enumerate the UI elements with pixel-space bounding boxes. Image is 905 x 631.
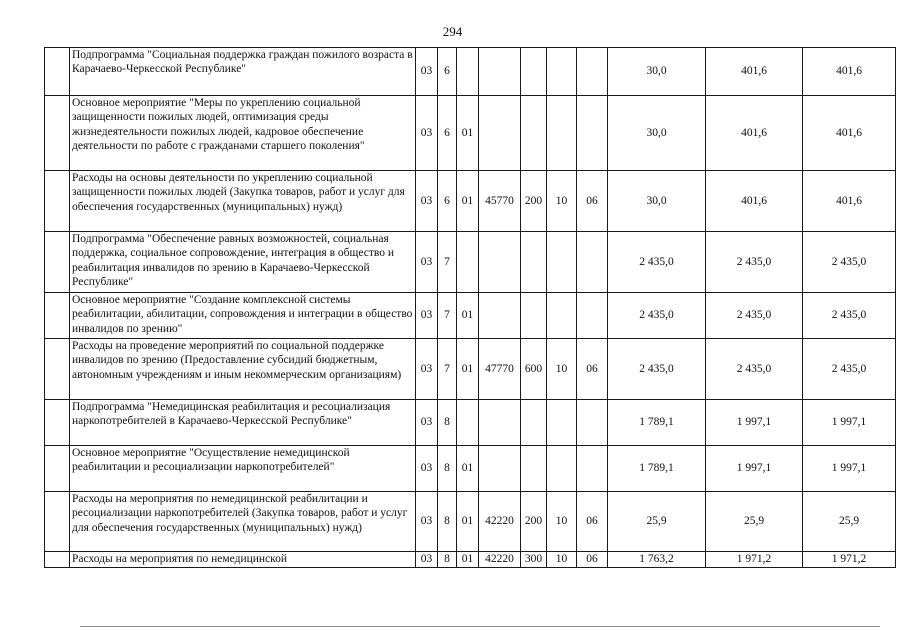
- table-row: [45, 492, 896, 552]
- section-code: 03: [416, 400, 438, 446]
- row-name: Расходы на основы деятельности по укреплению социальной защищенности пожилых людей (Закупка товаров, работ и услуг для обеспечения государственных (муниципальных) нужд): [70, 171, 416, 232]
- expense-type-code: [521, 293, 547, 339]
- section-code: 03: [416, 492, 438, 552]
- program-code: 01: [457, 446, 479, 492]
- program-code: 01: [457, 552, 479, 568]
- kosgu-code-1: [547, 293, 577, 339]
- program-code: 01: [457, 171, 479, 232]
- amount-year-1: 2 435,0: [608, 232, 706, 293]
- amount-year-2: 1 971,2: [706, 552, 803, 568]
- amount-year-1: 1 789,1: [608, 446, 706, 492]
- target-code: [479, 400, 521, 446]
- amount-year-3: 25,9: [803, 492, 896, 552]
- row-name: Основное мероприятие "Осуществление немедицинской реабилитации и ресоциализации наркопотребителей": [70, 446, 416, 492]
- kosgu-code-1: 10: [547, 171, 577, 232]
- blank-cell: [45, 96, 70, 171]
- table-row: [45, 48, 896, 96]
- subsection-code: 8: [438, 552, 457, 568]
- amount-year-1: 1 763,2: [608, 552, 706, 568]
- kosgu-code-1: 10: [547, 492, 577, 552]
- subsection-code: 8: [438, 492, 457, 552]
- section-code: 03: [416, 339, 438, 400]
- section-code: 03: [416, 48, 438, 96]
- table-row: [45, 171, 896, 232]
- target-code: 42220: [479, 492, 521, 552]
- amount-year-2: 401,6: [706, 48, 803, 96]
- expense-type-code: 600: [521, 339, 547, 400]
- amount-year-2: 2 435,0: [706, 339, 803, 400]
- table-row: [45, 96, 896, 171]
- subsection-code: 6: [438, 96, 457, 171]
- kosgu-code-1: 10: [547, 552, 577, 568]
- program-code: [457, 232, 479, 293]
- target-code: [479, 232, 521, 293]
- blank-cell: [45, 400, 70, 446]
- amount-year-3: 2 435,0: [803, 232, 896, 293]
- blank-cell: [45, 492, 70, 552]
- kosgu-code-2: 06: [577, 552, 608, 568]
- kosgu-code-2: [577, 293, 608, 339]
- kosgu-code-2: 06: [577, 339, 608, 400]
- expense-type-code: [521, 96, 547, 171]
- row-name: Подпрограмма "Обеспечение равных возможностей, социальная поддержка, социальное сопровождение, интеграция в общество и реабилитация инвалидов по зрению в Карачаево-Черкесской Республике": [70, 232, 416, 293]
- expense-type-code: 300: [521, 552, 547, 568]
- expense-type-code: 200: [521, 171, 547, 232]
- expense-type-code: [521, 400, 547, 446]
- amount-year-2: 1 997,1: [706, 400, 803, 446]
- row-name: Расходы на проведение мероприятий по социальной поддержке инвалидов по зрению (Предоставление субсидий бюджетным, автономным учреждениям и иным некоммерческим организациям): [70, 339, 416, 400]
- target-code: 42220: [479, 552, 521, 568]
- subsection-code: 8: [438, 446, 457, 492]
- subsection-code: 6: [438, 171, 457, 232]
- amount-year-3: 2 435,0: [803, 293, 896, 339]
- amount-year-1: 30,0: [608, 48, 706, 96]
- amount-year-1: 30,0: [608, 171, 706, 232]
- blank-cell: [45, 552, 70, 568]
- subsection-code: 8: [438, 400, 457, 446]
- subsection-code: 7: [438, 232, 457, 293]
- table-row: [45, 339, 896, 400]
- amount-year-1: 2 435,0: [608, 293, 706, 339]
- budget-table: [44, 47, 896, 568]
- kosgu-code-2: [577, 446, 608, 492]
- kosgu-code-2: [577, 96, 608, 171]
- kosgu-code-2: 06: [577, 171, 608, 232]
- row-name: Подпрограмма "Немедицинская реабилитация и ресоциализация наркопотребителей в Карачаево-Черкесской Республике": [70, 400, 416, 446]
- blank-cell: [45, 48, 70, 96]
- amount-year-1: 25,9: [608, 492, 706, 552]
- table-row: [45, 400, 896, 446]
- target-code: [479, 96, 521, 171]
- row-name: Расходы на мероприятия по немедицинской: [70, 552, 416, 568]
- expense-type-code: [521, 446, 547, 492]
- table-row: [45, 446, 896, 492]
- kosgu-code-1: [547, 96, 577, 171]
- table-row: [45, 293, 896, 339]
- row-name: Основное мероприятие "Создание комплексной системы реабилитации, абилитации, сопровождения и интеграции в общество инвалидов по зрению": [70, 293, 416, 339]
- table-row: [45, 552, 896, 568]
- target-code: 45770: [479, 171, 521, 232]
- program-code: 01: [457, 96, 479, 171]
- kosgu-code-2: [577, 400, 608, 446]
- section-code: 03: [416, 171, 438, 232]
- target-code: [479, 446, 521, 492]
- kosgu-code-1: 10: [547, 339, 577, 400]
- expense-type-code: [521, 48, 547, 96]
- section-code: 03: [416, 552, 438, 568]
- page-number: 294: [442, 24, 463, 39]
- blank-cell: [45, 232, 70, 293]
- amount-year-2: 401,6: [706, 96, 803, 171]
- kosgu-code-2: 06: [577, 492, 608, 552]
- expense-type-code: 200: [521, 492, 547, 552]
- amount-year-2: 2 435,0: [706, 232, 803, 293]
- amount-year-1: 1 789,1: [608, 400, 706, 446]
- row-name: Основное мероприятие "Меры по укреплению социальной защищенности пожилых людей, оптимизация среды жизнедеятельности пожилых людей, кадровое обеспечение деятельности по работе с гражданами старшего поколения": [70, 96, 416, 171]
- amount-year-3: 1 997,1: [803, 400, 896, 446]
- blank-cell: [45, 339, 70, 400]
- program-code: 01: [457, 293, 479, 339]
- program-code: [457, 48, 479, 96]
- blank-cell: [45, 293, 70, 339]
- program-code: [457, 400, 479, 446]
- amount-year-2: 2 435,0: [706, 293, 803, 339]
- amount-year-3: 2 435,0: [803, 339, 896, 400]
- target-code: 47770: [479, 339, 521, 400]
- kosgu-code-2: [577, 232, 608, 293]
- amount-year-2: 1 997,1: [706, 446, 803, 492]
- blank-cell: [45, 446, 70, 492]
- amount-year-3: 1 997,1: [803, 446, 896, 492]
- target-code: [479, 48, 521, 96]
- program-code: 01: [457, 339, 479, 400]
- kosgu-code-1: [547, 446, 577, 492]
- amount-year-3: 401,6: [803, 96, 896, 171]
- amount-year-1: 2 435,0: [608, 339, 706, 400]
- amount-year-3: 401,6: [803, 171, 896, 232]
- target-code: [479, 293, 521, 339]
- row-name: Расходы на мероприятия по немедицинской реабилитации и ресоциализации наркопотребителей (Закупка товаров, работ и услуг для обеспечения государственных (муниципальных) нужд): [70, 492, 416, 552]
- table-row: [45, 232, 896, 293]
- section-code: 03: [416, 446, 438, 492]
- subsection-code: 6: [438, 48, 457, 96]
- subsection-code: 7: [438, 339, 457, 400]
- page-bottom-rule: [80, 626, 880, 627]
- section-code: 03: [416, 232, 438, 293]
- amount-year-3: 1 971,2: [803, 552, 896, 568]
- row-name: Подпрограмма "Социальная поддержка граждан пожилого возраста в Карачаево-Черкесской Республике": [70, 48, 416, 96]
- amount-year-2: 401,6: [706, 171, 803, 232]
- amount-year-3: 401,6: [803, 48, 896, 96]
- kosgu-code-1: [547, 400, 577, 446]
- kosgu-code-1: [547, 232, 577, 293]
- kosgu-code-1: [547, 48, 577, 96]
- amount-year-2: 25,9: [706, 492, 803, 552]
- program-code: 01: [457, 492, 479, 552]
- amount-year-1: 30,0: [608, 96, 706, 171]
- subsection-code: 7: [438, 293, 457, 339]
- blank-cell: [45, 171, 70, 232]
- kosgu-code-2: [577, 48, 608, 96]
- expense-type-code: [521, 232, 547, 293]
- section-code: 03: [416, 293, 438, 339]
- section-code: 03: [416, 96, 438, 171]
